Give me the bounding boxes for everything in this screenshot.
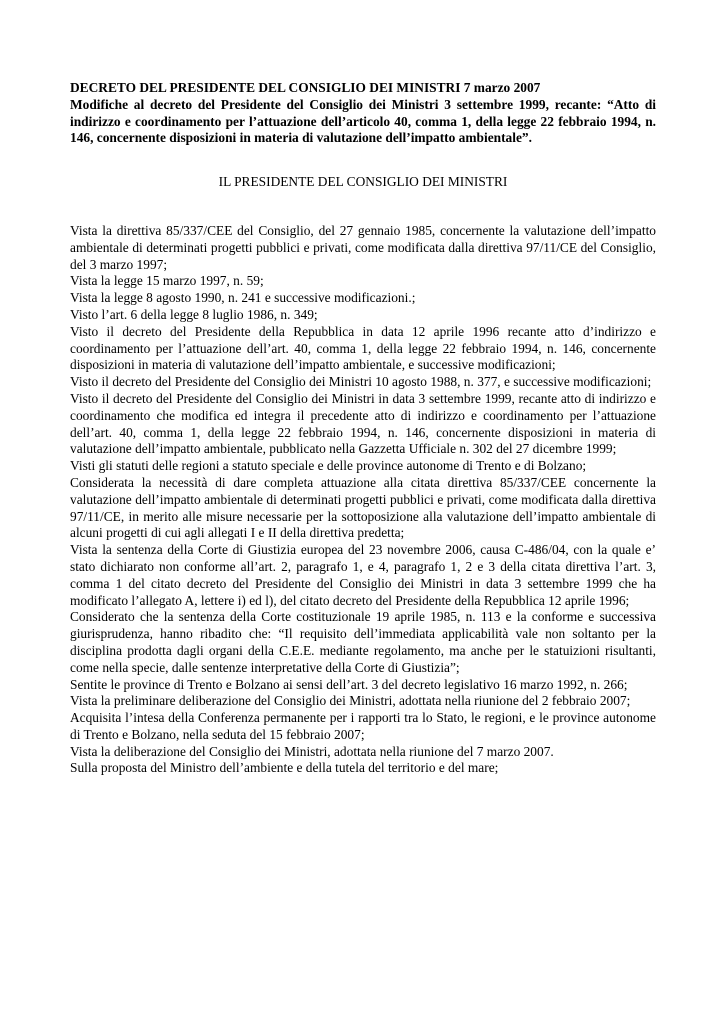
preamble-paragraph: Vista la preliminare deliberazione del Consiglio dei Ministri, adottata nella riunione del 2 febbraio 2007; xyxy=(70,693,631,709)
preamble-paragraph: Vista la sentenza della Corte di Giustizia europea del 23 novembre 2006, causa C-486/04, con la quale e’ stato dichiarato non conforme all’art. 2, paragrafo 1, e 4, paragrafo 1, 2 e 3 della citata direttiva l’art. 3, comma 1 del citato decreto del Presidente del Consiglio dei Ministri in data 3 settembre 1999 che ha modificato l’allegato A, lettere i) ed l), del citato decreto del Presidente della Repubblica 12 aprile 1996; xyxy=(70,542,656,608)
president-heading: IL PRESIDENTE DEL CONSIGLIO DEI MINISTRI xyxy=(218,174,508,190)
decree-title: DECRETO DEL PRESIDENTE DEL CONSIGLIO DEI MINISTRI 7 marzo 2007 xyxy=(70,80,541,95)
preamble-paragraph: Vista la direttiva 85/337/CEE del Consiglio, del 27 gennaio 1985, concernente la valutazione dell’impatto ambientale di determinati progetti pubblici e privati, come modificata dalla direttiva 97/11/CE del Consiglio, del 3 marzo 1997; xyxy=(70,222,656,272)
preamble-paragraph: Vista la deliberazione del Consiglio dei Ministri, adottata nella riunione del 7 marzo 2007. xyxy=(70,743,554,759)
preamble-paragraph: Visto il decreto del Presidente del Consiglio dei Ministri 10 agosto 1988, n. 377, e successive modificazioni; xyxy=(70,374,652,390)
decree-subtitle: Modifiche al decreto del Presidente del Consiglio dei Ministri 3 settembre 1999, recante: “Atto di indirizzo e coordinamento per l’attuazione dell’articolo 40, comma 1, della legge 22 febbraio 1994, n. 146, concernente disposizioni in materia di valutazione dell’impatto ambientale”. xyxy=(70,96,656,146)
preamble-paragraph: Acquisita l’intesa della Conferenza permanente per i rapporti tra lo Stato, le regioni, e le province autonome di Trento e Bolzano, nella seduta del 15 febbraio 2007; xyxy=(70,710,656,742)
document-page xyxy=(70,80,656,777)
preamble-paragraph: Sulla proposta del Ministro dell’ambiente e della tutela del territorio e del mare; xyxy=(70,760,499,776)
preamble-paragraph: Visto il decreto del Presidente del Consiglio dei Ministri in data 3 settembre 1999, recante atto di indirizzo e coordinamento che modifica ed integra il precedente atto di indirizzo e coordinamento per l’attuazione dell’art. 40, comma 1, della legge 22 febbraio 1994, n. 146, concernente disposizioni in materia di valutazione dell’impatto ambientale, pubblicato nella Gazzetta Ufficiale n. 302 del 27 dicembre 1999; xyxy=(70,390,656,457)
preamble-paragraph: Vista la legge 8 agosto 1990, n. 241 e successive modificazioni.; xyxy=(70,290,416,306)
preamble-paragraph: Visti gli statuti delle regioni a statuto speciale e delle province autonome di Trento e di Bolzano; xyxy=(70,458,587,474)
preamble-paragraph: Sentite le province di Trento e Bolzano ai sensi dell’art. 3 del decreto legislativo 16 marzo 1992, n. 266; xyxy=(70,676,628,692)
decree-preamble xyxy=(70,223,656,777)
preamble-paragraph: Visto il decreto del Presidente della Repubblica in data 12 aprile 1996 recante atto d’indirizzo e coordinamento per l’attuazione dell’art. 40, comma 1, della legge 22 febbraio 1994, n. 146, concernente disposizioni in materia di valutazione dell’impatto ambientale, e successive modificazioni; xyxy=(70,323,656,373)
preamble-paragraph: Considerato che la sentenza della Corte costituzionale 19 aprile 1985, n. 113 e la conforme e successiva giurisprudenza, hanno ribadito che: “Il requisito dell’immediata applicabilità vale non soltanto per la disciplina prodotta dagli organi della C.E.E. mediante regolamento, ma anche per le statuizioni risultanti, come nella specie, dalle sentenze interpretative della Corte di Giustizia”; xyxy=(70,609,656,675)
preamble-paragraph: Considerata la necessità di dare completa attuazione alla citata direttiva 85/337/CEE concernente la valutazione dell’impatto ambientale di determinati progetti pubblici e privati, come modificata dalla direttiva 97/11/CE, in merito alle misure necessarie per la sottoposizione alla valutazione dell’impatto ambientale di alcuni progetti di cui agli allegati I e II della direttiva predetta; xyxy=(70,474,656,541)
preamble-paragraph: Vista la legge 15 marzo 1997, n. 59; xyxy=(70,273,264,289)
preamble-paragraph: Visto l’art. 6 della legge 8 luglio 1986, n. 349; xyxy=(70,306,318,322)
